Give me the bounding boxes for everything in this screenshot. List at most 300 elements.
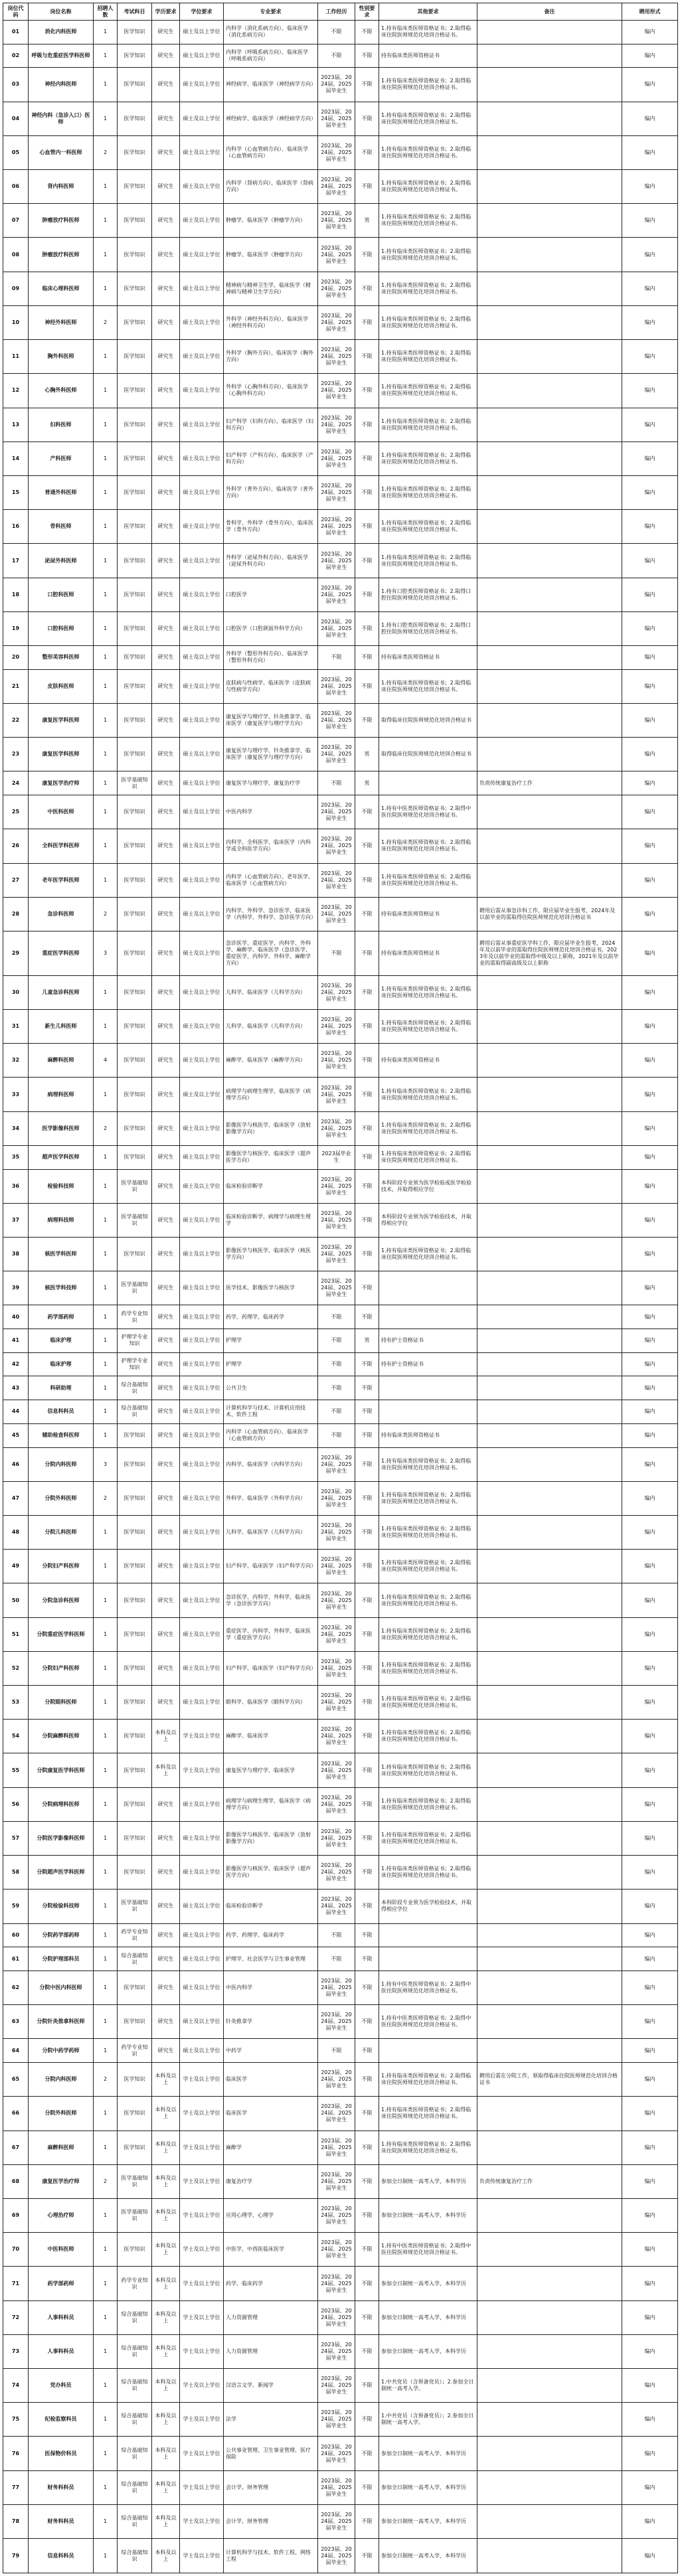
cell-code: 53 (3, 1686, 29, 1720)
cell-work: 2023届、2024届、2025届毕业生 (318, 1651, 355, 1685)
cell-code: 50 (3, 1583, 29, 1617)
cell-gender: 不限 (355, 1044, 379, 1078)
cell-count: 1 (94, 669, 118, 703)
cell-form: 编内 (622, 704, 678, 738)
cell-other: 1.持有临床类医师资格证书；2.取得临床住院医师规范化培训合格证书。 (379, 1078, 477, 1111)
table-row (3, 170, 678, 204)
cell-remark (477, 510, 622, 544)
cell-gender: 不限 (355, 1923, 379, 1947)
cell-name: 科研助理 (29, 1376, 94, 1400)
cell-edu: 硕士及以上学位 (180, 1271, 224, 1305)
cell-work: 2023届、2024届、2025届毕业生 (318, 2233, 355, 2267)
cell-degree: 研究生 (152, 1423, 180, 1447)
cell-work: 2023届、2024届、2025届毕业生 (318, 669, 355, 703)
table-row (3, 1111, 678, 1145)
cell-degree: 研究生 (152, 1923, 180, 1947)
cell-major: 人力资源管理 (224, 2300, 318, 2334)
header-gender: 性别要求 (355, 3, 379, 21)
cell-exam: 医学知识 (118, 408, 152, 442)
cell-major: 外科学（神经外科方向）、临床医学（神经外科方向） (224, 305, 318, 339)
cell-count: 1 (94, 975, 118, 1009)
cell-other: 持有护士资格证书 (379, 1329, 477, 1353)
cell-exam: 医学知识 (118, 1821, 152, 1855)
cell-edu: 硕士及以上学位 (180, 44, 224, 68)
cell-count: 1 (94, 102, 118, 135)
cell-code: 28 (3, 897, 29, 931)
cell-code: 71 (3, 2267, 29, 2300)
header-edu: 学位要求 (180, 3, 224, 21)
cell-code: 11 (3, 340, 29, 374)
cell-exam: 医学知识 (118, 374, 152, 408)
cell-major: 影像医学与核医学、临床医学（放射影像学方向） (224, 1821, 318, 1855)
cell-exam: 综合基础知识 (118, 2369, 152, 2403)
cell-exam: 医学知识 (118, 510, 152, 544)
cell-major: 神经病学、临床医学（神经病学方向） (224, 102, 318, 135)
cell-gender: 不限 (355, 1720, 379, 1753)
cell-gender: 不限 (355, 238, 379, 272)
cell-edu: 硕士及以上学位 (180, 2039, 224, 2063)
cell-count: 1 (94, 1856, 118, 1890)
table-row (3, 1923, 678, 1947)
cell-count: 1 (94, 2300, 118, 2334)
cell-remark (477, 578, 622, 611)
cell-other: 1.持有中医类医师资格证书；2.取得中医住院医师规范化培训合格证书。 (379, 795, 477, 829)
cell-remark (477, 1203, 622, 1237)
cell-edu: 学士及以上学位 (180, 1753, 224, 1787)
cell-form: 编内 (622, 1447, 678, 1481)
cell-form: 编内 (622, 1423, 678, 1447)
cell-major: 急诊医学、内科学、外科学、临床医学（急诊医学方向） (224, 1583, 318, 1617)
cell-count: 1 (94, 738, 118, 771)
cell-remark (477, 1145, 622, 1169)
cell-major: 眼科学、临床医学（眼科学方向） (224, 1686, 318, 1720)
cell-exam: 医学知识 (118, 1753, 152, 1787)
cell-name: 分院病理科医师 (29, 1787, 94, 1821)
table-row (3, 68, 678, 102)
cell-count: 2 (94, 2164, 118, 2198)
cell-code: 05 (3, 135, 29, 169)
cell-count: 4 (94, 1044, 118, 1078)
cell-edu: 硕士及以上学位 (180, 1400, 224, 1424)
cell-edu: 硕士及以上学位 (180, 305, 224, 339)
cell-name: 普通外科医师 (29, 476, 94, 510)
cell-remark (477, 204, 622, 238)
cell-major: 妇产科学（妇科方向）、临床医学（妇科方向） (224, 408, 318, 442)
table-row (3, 1651, 678, 1685)
cell-major: 儿科学、临床医学（儿科学方向） (224, 1009, 318, 1043)
header-remark: 备注 (477, 3, 622, 21)
cell-degree: 研究生 (152, 1352, 180, 1376)
cell-edu: 硕士及以上学位 (180, 1890, 224, 1923)
table-row (3, 1720, 678, 1753)
cell-gender: 不限 (355, 1550, 379, 1583)
cell-count: 1 (94, 1787, 118, 1821)
cell-count: 1 (94, 578, 118, 611)
cell-code: 02 (3, 44, 29, 68)
cell-remark: 聘用后需在分院工作，须取得临床住院医师规范化培训合格证书 (477, 2063, 622, 2097)
cell-major: 内科学（消化系病方向）、临床医学（消化系病方向） (224, 21, 318, 44)
cell-other: 1.持有临床类医师资格证书；2.取得临床住院医师规范化培训合格证书。 (379, 1686, 477, 1720)
table-row (3, 1971, 678, 2004)
cell-gender: 不限 (355, 2300, 379, 2334)
cell-form: 编内 (622, 897, 678, 931)
cell-major: 外科学（泌尿外科方向）、临床医学（泌尿外科方向） (224, 544, 318, 578)
table-row (3, 408, 678, 442)
table-row (3, 510, 678, 544)
cell-code: 01 (3, 21, 29, 44)
cell-gender: 男 (355, 1329, 379, 1353)
cell-other (379, 1376, 477, 1400)
cell-remark (477, 2369, 622, 2403)
cell-name: 分院儿科医师 (29, 1515, 94, 1549)
cell-major: 中医内科学 (224, 795, 318, 829)
table-row (3, 975, 678, 1009)
cell-form: 编内 (622, 2334, 678, 2368)
header-exam: 考试科目 (118, 3, 152, 21)
cell-code: 29 (3, 931, 29, 976)
cell-gender: 不限 (355, 2334, 379, 2368)
cell-major: 护理学、社会医学与卫生事业管理 (224, 1947, 318, 1971)
cell-edu: 硕士及以上学位 (180, 704, 224, 738)
cell-name: 肿瘤放疗科医师 (29, 204, 94, 238)
table-row (3, 611, 678, 645)
table-row (3, 2470, 678, 2504)
cell-remark: 聘用后需从事急诊科工作，限应届毕业生报考，2024年及以前毕业的需取得住院医师规范化培训合格证书 (477, 897, 622, 931)
cell-other: 1.持有临床类医师资格证书；2.取得临床住院医师规范化培训合格证书。 (379, 1787, 477, 1821)
cell-form: 编内 (622, 135, 678, 169)
cell-exam: 医学知识 (118, 1686, 152, 1720)
cell-code: 79 (3, 2539, 29, 2573)
cell-code: 24 (3, 771, 29, 795)
cell-exam: 医学知识 (118, 2005, 152, 2039)
cell-name: 分院超声医学科医师 (29, 1856, 94, 1890)
cell-edu: 学士及以上学位 (180, 2470, 224, 2504)
cell-gender: 不限 (355, 510, 379, 544)
cell-code: 77 (3, 2470, 29, 2504)
cell-count: 1 (94, 704, 118, 738)
cell-degree: 研究生 (152, 1044, 180, 1078)
cell-degree: 研究生 (152, 1271, 180, 1305)
cell-major: 精神病与精神卫生学、临床医学（精神病与精神卫生学方向） (224, 272, 318, 305)
cell-major: 影像医学与核医学、临床医学（放射影像学方向） (224, 1111, 318, 1145)
cell-form: 编内 (622, 272, 678, 305)
cell-remark (477, 340, 622, 374)
table-row (3, 1352, 678, 1376)
cell-exam: 医学知识 (118, 975, 152, 1009)
cell-major: 法学 (224, 2403, 318, 2437)
cell-other: 1.持有临床类医师资格证书；2.取得临床住院医师规范化培训合格证书。 (379, 1583, 477, 1617)
cell-gender: 不限 (355, 646, 379, 670)
cell-name: 心理治疗师 (29, 2198, 94, 2232)
table-row (3, 738, 678, 771)
cell-exam: 医学知识 (118, 1515, 152, 1549)
cell-degree: 研究生 (152, 1583, 180, 1617)
cell-remark (477, 975, 622, 1009)
cell-other: 1.持有口腔类医师资格证书；2.取得口腔住院医师规范化培训合格证书。 (379, 611, 477, 645)
cell-remark (477, 135, 622, 169)
cell-other (379, 1923, 477, 1947)
cell-code: 04 (3, 102, 29, 135)
cell-name: 核医学科医师 (29, 1237, 94, 1271)
cell-edu: 硕士及以上学位 (180, 1044, 224, 1078)
cell-edu: 硕士及以上学位 (180, 863, 224, 897)
cell-remark (477, 68, 622, 102)
cell-major: 临床医学 (224, 2063, 318, 2097)
cell-major: 计算机科学与技术、计算机应用技术、软件工程 (224, 1400, 318, 1424)
table-row (3, 2403, 678, 2437)
cell-other: 1.持有临床类医师资格证书；2.取得临床住院医师规范化培训合格证书。 (379, 204, 477, 238)
cell-work: 不限 (318, 646, 355, 670)
cell-form: 编内 (622, 829, 678, 863)
cell-work: 2023届、2024届、2025届毕业生 (318, 476, 355, 510)
cell-count: 1 (94, 2039, 118, 2063)
cell-gender: 不限 (355, 2403, 379, 2437)
cell-code: 46 (3, 1447, 29, 1481)
cell-major: 针灸推拿学 (224, 2005, 318, 2039)
cell-work: 2023届、2024届、2025届毕业生 (318, 1787, 355, 1821)
cell-count: 1 (94, 2403, 118, 2437)
cell-name: 麻醉科医师 (29, 2131, 94, 2164)
table-row (3, 795, 678, 829)
cell-work: 2023届、2024届、2025届毕业生 (318, 2369, 355, 2403)
cell-remark (477, 2504, 622, 2538)
cell-work: 2023届、2024届、2025届毕业生 (318, 1617, 355, 1651)
cell-degree: 研究生 (152, 1447, 180, 1481)
cell-name: 分院眼科医师 (29, 1686, 94, 1720)
table-row (3, 2233, 678, 2267)
cell-remark (477, 1971, 622, 2004)
cell-code: 69 (3, 2198, 29, 2232)
cell-form: 编内 (622, 2403, 678, 2437)
cell-degree: 研究生 (152, 897, 180, 931)
cell-work: 2023届、2024届、2025届毕业生 (318, 238, 355, 272)
cell-form: 编内 (622, 544, 678, 578)
cell-name: 分院外科医师 (29, 2097, 94, 2131)
cell-work: 2023届、2024届、2025届毕业生 (318, 272, 355, 305)
cell-code: 20 (3, 646, 29, 670)
cell-degree: 研究生 (152, 204, 180, 238)
cell-major: 急诊医学、重症医学、内科学、外科学、麻醉学、临床医学（急诊医学、重症医学、内科学、外科学、麻醉学方向） (224, 931, 318, 976)
header-work: 工作经历 (318, 3, 355, 21)
cell-major: 药学、临床药学 (224, 2267, 318, 2300)
cell-code: 60 (3, 1923, 29, 1947)
cell-remark (477, 44, 622, 68)
cell-work: 2023届、2024届、2025届毕业生 (318, 135, 355, 169)
cell-form: 编内 (622, 2005, 678, 2039)
cell-exam: 医学知识 (118, 1145, 152, 1169)
cell-form: 编内 (622, 1271, 678, 1305)
cell-gender: 不限 (355, 544, 379, 578)
cell-code: 76 (3, 2437, 29, 2470)
cell-exam: 医学知识 (118, 68, 152, 102)
cell-code: 61 (3, 1947, 29, 1971)
cell-count: 3 (94, 931, 118, 976)
cell-remark (477, 829, 622, 863)
cell-remark (477, 170, 622, 204)
cell-degree: 研究生 (152, 611, 180, 645)
cell-exam: 医学知识 (118, 1447, 152, 1481)
cell-remark (477, 476, 622, 510)
cell-name: 急诊科医师 (29, 897, 94, 931)
cell-major: 麻醉学、临床医学（麻醉学方向） (224, 1044, 318, 1078)
cell-work: 2023届、2024届、2025届毕业生 (318, 305, 355, 339)
cell-edu: 硕士及以上学位 (180, 1078, 224, 1111)
cell-code: 23 (3, 738, 29, 771)
cell-code: 35 (3, 1145, 29, 1169)
cell-name: 口腔科医师 (29, 578, 94, 611)
cell-code: 78 (3, 2504, 29, 2538)
table-row (3, 2039, 678, 2063)
cell-edu: 学士及以上学位 (180, 2164, 224, 2198)
cell-remark (477, 669, 622, 703)
cell-remark (477, 1400, 622, 1424)
cell-exam: 综合基础知识 (118, 2437, 152, 2470)
cell-gender: 不限 (355, 2369, 379, 2403)
cell-degree: 本科及以上 (152, 2369, 180, 2403)
cell-name: 药学部药师 (29, 1305, 94, 1329)
cell-other: 参加全日制统一高考入学，本科学历 (379, 2164, 477, 2198)
cell-form: 编内 (622, 2267, 678, 2300)
cell-form: 编内 (622, 1352, 678, 1376)
cell-form: 编内 (622, 1583, 678, 1617)
cell-other: 1.持有临床类医师资格证书；2.取得临床住院医师规范化培训合格证书。 (379, 374, 477, 408)
cell-form: 编内 (622, 795, 678, 829)
cell-edu: 硕士及以上学位 (180, 1821, 224, 1855)
cell-other: 1.持有中医类医师资格证书；2.取得中医住院医师规范化培训合格证书。 (379, 2233, 477, 2267)
table-row (3, 1890, 678, 1923)
cell-code: 48 (3, 1515, 29, 1549)
cell-name: 检验科技师 (29, 1169, 94, 1203)
cell-degree: 研究生 (152, 1400, 180, 1424)
cell-major: 病理学与病理生理学、临床医学（病理学方向） (224, 1078, 318, 1111)
cell-major: 药学、药理学、临床药学 (224, 1923, 318, 1947)
cell-exam: 综合基础知识 (118, 2539, 152, 2573)
cell-exam: 医学知识 (118, 1237, 152, 1271)
cell-work: 2023届、2024届、2025届毕业生 (318, 2539, 355, 2573)
cell-remark (477, 1787, 622, 1821)
cell-name: 分院重症医学科医师 (29, 1617, 94, 1651)
cell-major: 皮肤病与性病学、临床医学（皮肤病与性病学方向） (224, 669, 318, 703)
cell-other: 1.持有临床类医师资格证书；2.取得临床住院医师规范化培训合格证书。 (379, 1720, 477, 1753)
cell-gender: 不限 (355, 1890, 379, 1923)
cell-major: 麻醉学、临床医学 (224, 1720, 318, 1753)
cell-name: 临床护理 (29, 1329, 94, 1353)
cell-work: 2023届、2024届、2025届毕业生 (318, 1856, 355, 1890)
cell-name: 临床护理 (29, 1352, 94, 1376)
cell-other: 取得临床住院医师规范化培训合格证书 (379, 704, 477, 738)
cell-exam: 医学基础知识 (118, 2164, 152, 2198)
cell-other: 持有临床类医师资格证书 (379, 44, 477, 68)
cell-remark (477, 374, 622, 408)
cell-name: 分院检验科技师 (29, 1890, 94, 1923)
table-row (3, 2504, 678, 2538)
cell-name: 妇科医师 (29, 408, 94, 442)
cell-major: 康复治疗学 (224, 2164, 318, 2198)
table-row (3, 2437, 678, 2470)
cell-degree: 研究生 (152, 476, 180, 510)
cell-code: 68 (3, 2164, 29, 2198)
cell-name: 呼吸与危重症医学科医师 (29, 44, 94, 68)
cell-form: 编内 (622, 1720, 678, 1753)
cell-degree: 研究生 (152, 1617, 180, 1651)
cell-work: 不限 (318, 1923, 355, 1947)
cell-other (379, 1305, 477, 1329)
cell-count: 1 (94, 2334, 118, 2368)
cell-edu: 硕士及以上学位 (180, 931, 224, 976)
cell-remark (477, 1753, 622, 1787)
cell-exam: 医学知识 (118, 611, 152, 645)
cell-name: 人事科科员 (29, 2334, 94, 2368)
cell-remark (477, 2267, 622, 2300)
cell-count: 2 (94, 2063, 118, 2097)
cell-gender: 不限 (355, 1617, 379, 1651)
cell-remark (477, 2334, 622, 2368)
cell-code: 63 (3, 2005, 29, 2039)
cell-form: 编内 (622, 975, 678, 1009)
cell-work: 2023届、2024届、2025届毕业生 (318, 2198, 355, 2232)
cell-count: 2 (94, 897, 118, 931)
cell-degree: 研究生 (152, 1971, 180, 2004)
cell-remark (477, 408, 622, 442)
cell-code: 51 (3, 1617, 29, 1651)
cell-other: 1.持有临床类医师资格证书；2.取得临床住院医师规范化培训合格证书。 (379, 1651, 477, 1685)
table-row (3, 2539, 678, 2573)
cell-exam: 综合基础知识 (118, 2300, 152, 2334)
cell-gender: 不限 (355, 2233, 379, 2267)
cell-other: 1.中共党员（含预备党员）；2.参加全日制统一高考入学。 (379, 2369, 477, 2403)
cell-gender: 不限 (355, 1651, 379, 1685)
cell-work: 2023届、2024届、2025届毕业生 (318, 1044, 355, 1078)
cell-form: 编内 (622, 1821, 678, 1855)
cell-other (379, 2039, 477, 2063)
cell-form: 编内 (622, 2063, 678, 2097)
cell-degree: 研究生 (152, 771, 180, 795)
cell-work: 2023届、2024届、2025届毕业生 (318, 102, 355, 135)
cell-degree: 本科及以上 (152, 2504, 180, 2538)
cell-gender: 不限 (355, 1237, 379, 1271)
cell-degree: 本科及以上 (152, 2403, 180, 2437)
cell-count: 1 (94, 1169, 118, 1203)
cell-name: 病理科医师 (29, 1078, 94, 1111)
cell-code: 13 (3, 408, 29, 442)
cell-count: 1 (94, 1271, 118, 1305)
table-row (3, 1305, 678, 1329)
cell-major: 肿瘤学、临床医学（肿瘤学方向） (224, 238, 318, 272)
table-row (3, 1400, 678, 1424)
cell-gender: 不限 (355, 795, 379, 829)
cell-other: 本科阶段专业须为医学检验技术，并取得相应学位 (379, 1890, 477, 1923)
table-header-row (3, 3, 678, 21)
cell-edu: 硕士及以上学位 (180, 102, 224, 135)
cell-count: 1 (94, 204, 118, 238)
cell-remark (477, 1237, 622, 1271)
cell-major: 护理学 (224, 1352, 318, 1376)
cell-work: 2023届、2024届、2025届毕业生 (318, 1481, 355, 1515)
cell-gender: 不限 (355, 102, 379, 135)
cell-other: 1.持有临床类医师资格证书；2.取得临床住院医师规范化培训合格证书。 (379, 272, 477, 305)
cell-name: 消化内科医师 (29, 21, 94, 44)
cell-remark (477, 21, 622, 44)
cell-edu: 硕士及以上学位 (180, 1237, 224, 1271)
cell-degree: 研究生 (152, 1550, 180, 1583)
cell-other: 1.持有临床类医师资格证书；2.取得临床住院医师规范化培训合格证书。 (379, 476, 477, 510)
table-row (3, 272, 678, 305)
cell-form: 编内 (622, 374, 678, 408)
cell-remark (477, 738, 622, 771)
cell-edu: 硕士及以上学位 (180, 1111, 224, 1145)
cell-count: 1 (94, 646, 118, 670)
cell-gender: 不限 (355, 340, 379, 374)
